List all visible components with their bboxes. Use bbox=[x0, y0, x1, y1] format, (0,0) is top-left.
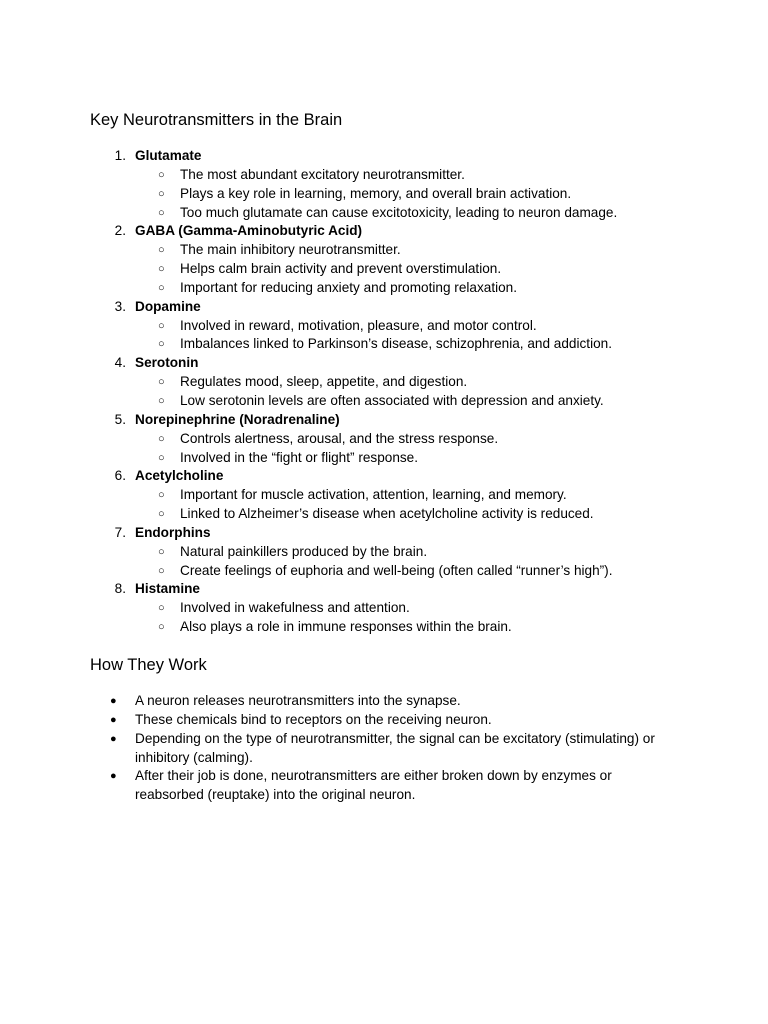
item-number: 6. bbox=[114, 468, 126, 484]
hollow-bullet-icon: ○ bbox=[158, 338, 165, 351]
sub-item-text: Create feelings of euphoria and well-being (often called “runner’s high”). bbox=[180, 562, 613, 578]
bullet-icon: ● bbox=[110, 770, 117, 783]
sub-list-item bbox=[135, 279, 675, 298]
hollow-bullet-icon: ○ bbox=[158, 394, 165, 407]
sub-item-text: Too much glutamate can cause excitotoxicity, leading to neuron damage. bbox=[180, 204, 618, 220]
sub-item-text: The most abundant excitatory neurotransmitter. bbox=[180, 166, 465, 182]
hollow-bullet-icon: ○ bbox=[158, 281, 165, 294]
list-item bbox=[0, 222, 675, 297]
sub-list-item bbox=[135, 562, 675, 581]
sub-item-text: Imbalances linked to Parkinson’s disease, schizophrenia, and addiction. bbox=[180, 336, 612, 352]
hollow-bullet-icon: ○ bbox=[158, 263, 165, 276]
sub-item-text: Low serotonin levels are often associated with depression and anxiety. bbox=[180, 392, 604, 408]
sub-list-item bbox=[135, 204, 675, 223]
sub-list bbox=[135, 599, 675, 637]
sub-list-item bbox=[135, 317, 675, 336]
hollow-bullet-icon: ○ bbox=[158, 187, 165, 200]
item-term: Serotonin bbox=[135, 355, 199, 371]
item-number: 2. bbox=[114, 223, 126, 239]
sub-list bbox=[135, 430, 675, 468]
list-item bbox=[0, 354, 675, 411]
neurotransmitter-list bbox=[0, 147, 675, 637]
section-title-key-neurotransmitters: Key Neurotransmitters in the Brain bbox=[90, 111, 343, 129]
item-number: 7. bbox=[114, 524, 126, 540]
item-term: Acetylcholine bbox=[135, 468, 224, 484]
sub-list-item bbox=[135, 430, 675, 449]
sub-list bbox=[135, 241, 675, 298]
item-number: 1. bbox=[114, 148, 126, 163]
sub-list-item bbox=[135, 260, 675, 279]
sub-list bbox=[135, 543, 675, 581]
bullet-text: After their job is done, neurotransmitters are either broken down by enzymes or reabsorbed (reuptake) into the original neuron. bbox=[135, 768, 612, 803]
hollow-bullet-icon: ○ bbox=[158, 168, 165, 181]
sub-list-item bbox=[135, 449, 675, 468]
hollow-bullet-icon: ○ bbox=[158, 206, 165, 219]
bullet-text: These chemicals bind to receptors on the receiving neuron. bbox=[135, 711, 492, 727]
sub-list bbox=[135, 317, 675, 355]
sub-list-item bbox=[135, 505, 675, 524]
sub-item-text: Involved in reward, motivation, pleasure, and motor control. bbox=[180, 317, 537, 333]
sub-list-item bbox=[135, 241, 675, 260]
list-item bbox=[0, 298, 675, 355]
item-term: Histamine bbox=[135, 581, 200, 597]
hollow-bullet-icon: ○ bbox=[158, 621, 165, 634]
item-number: 3. bbox=[114, 298, 126, 314]
sub-item-text: Involved in the “fight or flight” response. bbox=[180, 449, 419, 465]
bullet-icon: ● bbox=[110, 713, 117, 726]
sub-list-item bbox=[135, 185, 675, 204]
sub-item-text: Involved in wakefulness and attention. bbox=[180, 600, 410, 616]
hollow-bullet-icon: ○ bbox=[158, 432, 165, 445]
item-term: Glutamate bbox=[135, 148, 202, 163]
hollow-bullet-icon: ○ bbox=[158, 564, 165, 577]
hollow-bullet-icon: ○ bbox=[158, 319, 165, 332]
sub-list bbox=[135, 486, 675, 524]
sub-list-item bbox=[135, 373, 675, 392]
sub-item-text: The main inhibitory neurotransmitter. bbox=[180, 242, 401, 258]
sub-list-item bbox=[135, 486, 675, 505]
sub-list-item bbox=[135, 335, 675, 354]
sub-item-text: Natural painkillers produced by the brain. bbox=[180, 543, 428, 559]
hollow-bullet-icon: ○ bbox=[158, 489, 165, 502]
sub-list-item bbox=[135, 599, 675, 618]
sub-list-item bbox=[135, 543, 675, 562]
item-term: GABA (Gamma-Aminobutyric Acid) bbox=[135, 223, 363, 239]
section-title-how-they-work: How They Work bbox=[90, 656, 207, 674]
item-number: 4. bbox=[114, 355, 126, 371]
list-item bbox=[0, 580, 675, 637]
list-item bbox=[0, 692, 675, 711]
sub-list bbox=[135, 373, 675, 411]
list-item bbox=[0, 467, 675, 524]
sub-list-item bbox=[135, 392, 675, 411]
sub-list-item bbox=[135, 166, 675, 185]
list-item bbox=[0, 730, 675, 768]
hollow-bullet-icon: ○ bbox=[158, 602, 165, 615]
sub-list bbox=[135, 166, 675, 223]
hollow-bullet-icon: ○ bbox=[158, 451, 165, 464]
item-term: Dopamine bbox=[135, 298, 201, 314]
bullet-text: Depending on the type of neurotransmitter, the signal can be excitatory (stimulating) or inhibitory (calming). bbox=[135, 730, 655, 765]
list-item bbox=[0, 524, 675, 581]
item-number: 8. bbox=[114, 581, 126, 597]
hollow-bullet-icon: ○ bbox=[158, 545, 165, 558]
sub-item-text: Also plays a role in immune responses within the brain. bbox=[180, 619, 512, 635]
sub-item-text: Plays a key role in learning, memory, and overall brain activation. bbox=[180, 185, 572, 201]
list-item bbox=[0, 711, 675, 730]
item-term: Endorphins bbox=[135, 524, 211, 540]
sub-item-text: Helps calm brain activity and prevent overstimulation. bbox=[180, 261, 502, 277]
sub-item-text: Linked to Alzheimer’s disease when acetylcholine activity is reduced. bbox=[180, 506, 594, 522]
sub-item-text: Regulates mood, sleep, appetite, and digestion. bbox=[180, 374, 468, 390]
bullet-icon: ● bbox=[110, 732, 117, 745]
list-item bbox=[0, 147, 675, 222]
hollow-bullet-icon: ○ bbox=[158, 244, 165, 257]
hollow-bullet-icon: ○ bbox=[158, 376, 165, 389]
sub-item-text: Controls alertness, arousal, and the stress response. bbox=[180, 430, 499, 446]
sub-item-text: Important for reducing anxiety and promoting relaxation. bbox=[180, 279, 518, 295]
hollow-bullet-icon: ○ bbox=[158, 508, 165, 521]
item-term: Norepinephrine (Noradrenaline) bbox=[135, 411, 340, 427]
sub-item-text: Important for muscle activation, attention, learning, and memory. bbox=[180, 487, 567, 503]
bullet-icon: ● bbox=[110, 695, 117, 707]
list-item bbox=[0, 411, 675, 468]
list-item bbox=[0, 767, 675, 805]
sub-list-item bbox=[135, 618, 675, 637]
item-number: 5. bbox=[114, 411, 126, 427]
how-they-work-list bbox=[0, 692, 675, 805]
bullet-text: A neuron releases neurotransmitters into the synapse. bbox=[135, 693, 461, 708]
